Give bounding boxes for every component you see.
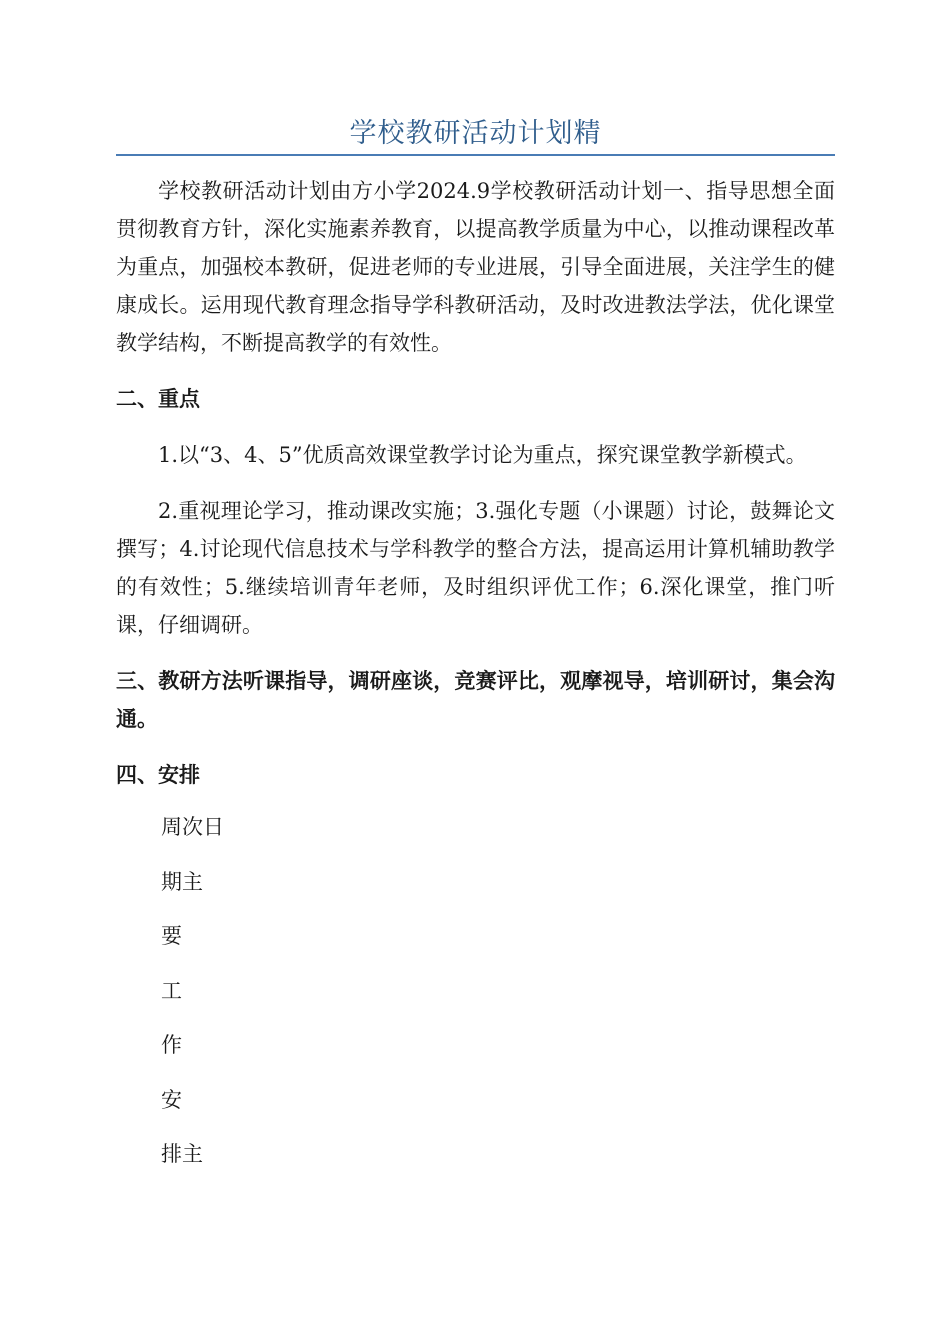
key-point-1: 1.以“3、4、5”优质高效课堂教学讨论为重点，探究课堂教学新模式。	[158, 443, 807, 467]
document-body	[116, 172, 835, 1190]
schedule-fragment: 工	[161, 978, 182, 1003]
schedule-fragment: 期主	[161, 869, 203, 894]
key-points-2-to-6: 2.重视理论学习，推动课改实施；3.强化专题（小课题）讨论，鼓舞论文撰写；4.讨论现代信息技术与学科教学的整合方法，提高运用计算机辅助教学的有效性；5.继续培训青年老师，及时组织评优工作；6.深化课堂，推门听课，仔细调研。	[116, 499, 835, 637]
schedule-fragment: 排主	[161, 1142, 203, 1166]
document-title: 学校教研活动计划精	[349, 118, 602, 149]
schedule-fragment: 周次日	[161, 815, 224, 839]
schedule-fragment: 作	[161, 1033, 182, 1057]
section-heading-schedule: 四、安排	[116, 763, 200, 787]
schedule-fragment-list	[116, 808, 835, 1173]
schedule-fragment: 要	[161, 924, 182, 948]
schedule-fragment: 安	[161, 1087, 182, 1112]
intro-paragraph: 学校教研活动计划由方小学2024.9学校教研活动计划一、指导思想全面贯彻教育方针，深化实施素养教育，以提高教学质量为中心，以推动课程改革为重点，加强校本教研，促进老师的专业进展，引导全面进展，关注学生的健康成长。运用现代教育理念指导学科教研活动，及时改进教法学法，优化课堂教学结构，不断提高教学的有效性。	[116, 179, 835, 355]
section-heading-key-points: 二、重点	[116, 387, 200, 411]
section-heading-methods: 三、教研方法听课指导，调研座谈，竞赛评比，观摩视导，培训研讨，集会沟通。	[116, 669, 835, 731]
title-underline	[116, 154, 835, 156]
